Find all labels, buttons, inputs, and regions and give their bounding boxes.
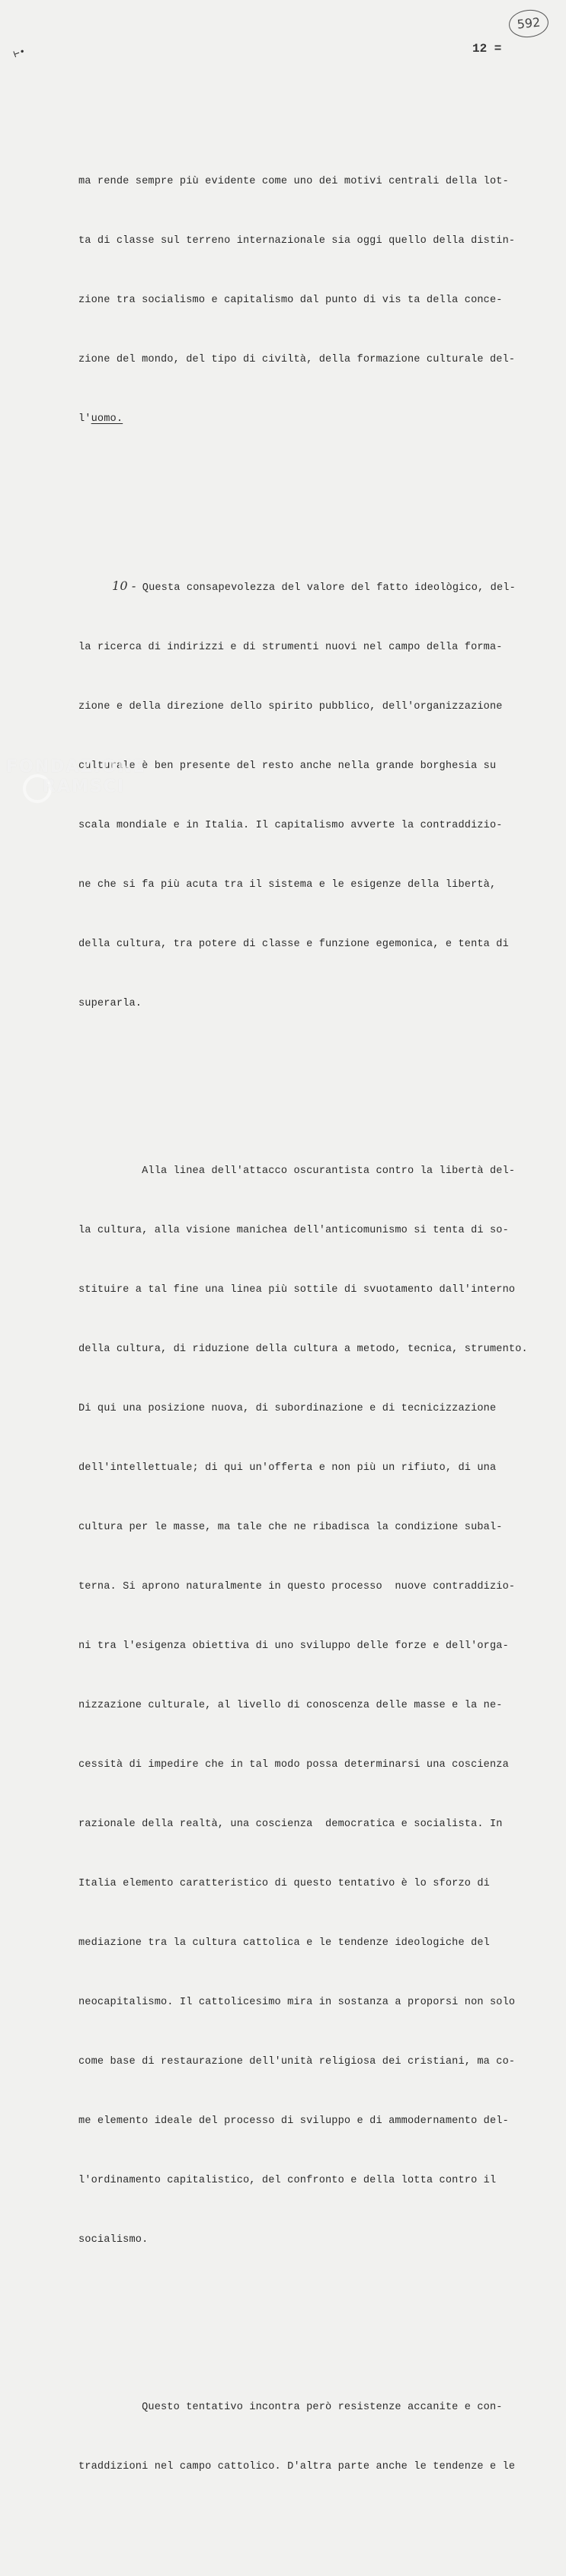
paragraph-3	[78, 1122, 566, 2290]
text-line: ta di classe sul terreno internazionale sia oggi quello della distin-	[78, 235, 516, 247]
watermark-logo	[6, 757, 158, 818]
paragraph-4	[78, 2358, 566, 2517]
text-line: come base di restaurazione dell'unità religiosa dei cristiani, ma co-	[78, 2056, 516, 2067]
text-line: dell'intellettuale; di qui un'offerta e non più un rifiuto, di una	[78, 1462, 497, 1474]
text-line: Alla linea dell'attacco oscurantista contro la libertà del-	[78, 1165, 516, 1177]
text-line: zione e della direzione dello spirito pubblico, dell'organizzazione	[78, 701, 503, 713]
text-line: stituire a tal fine una linea più sottile di svuotamento dall'interno	[78, 1284, 516, 1296]
page-number: 12 =	[472, 42, 502, 56]
text-line: della cultura, tra potere di classe e funzione egemonica, e tenta di	[78, 939, 509, 950]
text-line: socialismo.	[78, 2234, 149, 2246]
text-line: me elemento ideale del processo di sviluppo e di ammodernamento del-	[78, 2115, 509, 2127]
text-line: ma rende sempre più evidente come uno dei motivi centrali della lot-	[78, 176, 509, 187]
text-line: la cultura, alla visione manichea dell'anticomunismo si tenta di so-	[78, 1225, 509, 1236]
text-fragment: l'	[78, 413, 91, 425]
text-line: razionale della realtà, una coscienza democratica e socialista. In	[78, 1819, 503, 1830]
text-line: cessità di impedire che in tal modo possa determinarsi una coscienza	[78, 1759, 509, 1771]
underlined-word: uomo.	[91, 413, 123, 425]
handwritten-mark: ⊢•	[11, 45, 27, 61]
text-line: della cultura, di riduzione della cultura a metodo, tecnica, strumento.	[78, 1344, 528, 1355]
text-line: Di qui una posizione nuova, di subordinazione e di tecnicizzazione	[78, 1403, 497, 1414]
paragraph-1	[78, 132, 566, 469]
text-fragment: Questa consapevolezza del valore del fatto ideològico, del-	[136, 582, 516, 594]
text-line: Italia elemento caratteristico di questo tentativo è lo sforzo di	[78, 1878, 490, 1889]
archive-stamp: 592	[507, 8, 549, 39]
text-line: terna. Si aprono naturalmente in questo processo nuove contraddizio-	[78, 1581, 516, 1592]
text-line: traddizioni nel campo cattolico. D'altra parte anche le tendenze e le	[78, 2461, 516, 2472]
watermark-line-2: RAMSCI	[43, 777, 126, 796]
text-line: zione tra socialismo e capitalismo dal punto di vis ta della conce-	[78, 295, 503, 306]
text-line: nizzazione culturale, al livello di conoscenza delle masse e la ne-	[78, 1700, 503, 1711]
text-line: cultura per le masse, ma tale che ne ribadisca la condizione subal-	[78, 1522, 503, 1533]
text-line	[78, 576, 566, 598]
text-line: scala mondiale e in Italia. Il capitalismo avverte la contraddizio-	[78, 820, 503, 831]
text-line: zione del mondo, del tipo di civiltà, della formazione culturale del-	[78, 354, 516, 365]
text-line: ni tra l'esigenza obiettiva di uno sviluppo delle forze e dell'orga-	[78, 1640, 509, 1652]
text-line	[78, 410, 566, 429]
text-line: mediazione tra la cultura cattolica e le tendenze ideologiche del	[78, 1937, 490, 1949]
text-line: superarla.	[78, 998, 142, 1009]
text-line: Questo tentativo incontra però resistenze accanite e con-	[78, 2402, 503, 2413]
text-line: culturale è ben presente del resto anche nella grande borghesia su	[78, 760, 497, 772]
text-line: la ricerca di indirizzi e di strumenti nuovi nel campo della forma-	[78, 642, 503, 653]
handwritten-paragraph-number: 10 -	[112, 579, 136, 593]
text-line: ne che si fa più acuta tra il sistema e le esigenze della libertà,	[78, 879, 497, 891]
watermark-line-1: FONDAZIONE	[6, 757, 146, 776]
text-line: l'ordinamento capitalistico, del confronto e della lotta contro il	[78, 2175, 497, 2186]
typed-text-body	[78, 73, 566, 2576]
text-line: neocapitalismo. Il cattolicesimo mira in sostanza a proporsi non solo	[78, 1997, 516, 2008]
